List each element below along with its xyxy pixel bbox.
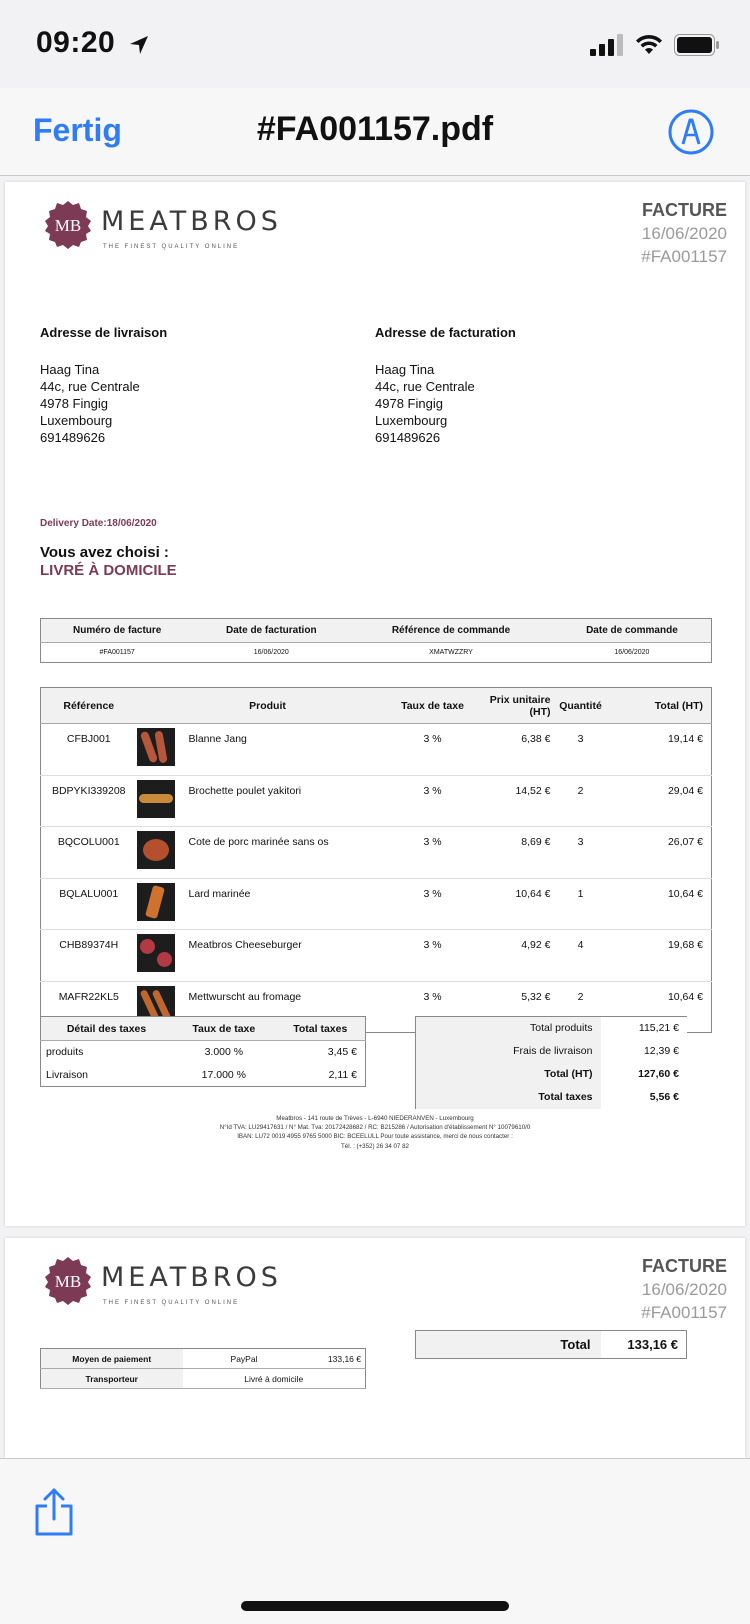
- table-header: Numéro de facture: [41, 619, 194, 643]
- item-ref: BQCOLU001: [41, 827, 137, 879]
- pdf-page-2: [5, 1238, 745, 1458]
- payment-method: PayPal: [183, 1349, 306, 1369]
- home-indicator[interactable]: [241, 1601, 509, 1611]
- table-row: [41, 878, 712, 930]
- summary-value: 115,21 €: [601, 1017, 688, 1040]
- summary-value: 12,39 €: [601, 1040, 688, 1063]
- table-header: Référence de commande: [349, 619, 553, 643]
- product-thumbnail: [137, 831, 175, 869]
- item-product: Blanne Jang: [185, 724, 399, 776]
- billing-address-heading: Adresse de facturation: [375, 325, 516, 340]
- tax-detail-table: [40, 1016, 366, 1087]
- invoice-label: FACTURE: [642, 1256, 727, 1276]
- summary-label: Total (HT): [544, 1068, 593, 1080]
- table-row: [416, 1017, 688, 1040]
- document-title: #FA001157.pdf: [256, 110, 494, 148]
- table-cell: #FA001157: [99, 649, 135, 656]
- tax-name: produits: [46, 1046, 84, 1059]
- item-total: 26,07 €: [607, 827, 712, 879]
- address-line: Haag Tina: [40, 362, 100, 377]
- item-qty: 3: [555, 827, 607, 879]
- address-line: 691489626: [40, 430, 106, 445]
- item-qty: 1: [555, 878, 607, 930]
- item-product: Meatbros Cheeseburger: [185, 930, 399, 982]
- billing-address: [375, 324, 516, 446]
- location-arrow-icon: [128, 34, 150, 56]
- product-thumbnail: [137, 780, 175, 818]
- item-qty: 2: [555, 775, 607, 827]
- item-product: Mettwurscht au fromage: [188, 990, 302, 1003]
- summary-value: 127,60 €: [601, 1063, 688, 1086]
- item-ref: CHB89374H: [41, 930, 137, 982]
- brand-tagline: THE FINEST QUALITY ONLINE: [103, 244, 240, 250]
- table-row: [41, 1041, 366, 1064]
- address-line: 4978 Fingig: [40, 396, 108, 411]
- monogram-seal-icon: [43, 200, 93, 250]
- table-row: [41, 930, 712, 982]
- product-thumbnail: [137, 883, 175, 921]
- item-qty: 4: [555, 930, 607, 982]
- delivery-choice: [40, 544, 177, 580]
- item-tax: 3 %: [423, 990, 442, 1003]
- tax-rate: 3.000 %: [204, 1046, 244, 1059]
- battery-icon: [674, 34, 720, 56]
- item-ref: BQLALU001: [41, 878, 137, 930]
- tax-name: Livraison: [46, 1068, 89, 1081]
- cellular-signal-icon: [590, 34, 624, 56]
- table-row: [41, 724, 712, 776]
- item-total: 10,64 €: [607, 878, 712, 930]
- navigation-bar: [0, 88, 750, 176]
- table-header: Taux de taxe: [399, 688, 467, 724]
- item-tax: 3 %: [399, 878, 467, 930]
- table-row: [41, 775, 712, 827]
- item-total: 29,04 €: [607, 775, 712, 827]
- choice-label: Vous avez choisi :: [40, 544, 169, 561]
- tax-total: 2,11 €: [328, 1068, 357, 1081]
- item-price: 6,38 €: [467, 724, 555, 776]
- address-line: 4978 Fingig: [375, 396, 443, 411]
- grand-total-table: [415, 1330, 687, 1359]
- tax-total: 3,45 €: [327, 1046, 357, 1059]
- item-tax: 3 %: [399, 930, 467, 982]
- address-line: 44c, rue Centrale: [375, 379, 475, 394]
- address-line: 44c, rue Centrale: [40, 379, 140, 394]
- invoice-date: 16/06/2020: [641, 224, 727, 243]
- footer-line: N°Id TVA: LU29417631 / N° Mat. Tva: 20172428682 / RC: B215286 / Autorisation d'établissement N° 10079610/0: [219, 1124, 531, 1132]
- item-total: 19,68 €: [607, 930, 712, 982]
- invoice-header: [641, 1256, 727, 1323]
- status-bar: [0, 0, 750, 88]
- address-line: 691489626: [375, 430, 441, 445]
- payment-table: [40, 1348, 366, 1389]
- shipping-address-heading: Adresse de livraison: [40, 325, 168, 340]
- table-header: Total (HT): [607, 688, 712, 724]
- invoice-number: #FA001157: [641, 247, 727, 266]
- payment-amount: 133,16 €: [306, 1349, 366, 1369]
- brand-tagline: THE FINEST QUALITY ONLINE: [103, 1300, 240, 1306]
- delivery-date: Delivery Date:18/06/2020: [40, 518, 157, 529]
- brand-name: MEATBROS: [101, 1262, 282, 1293]
- item-price: 10,64 €: [467, 878, 555, 930]
- summary-label: Total produits: [530, 1022, 593, 1035]
- table-row: [41, 827, 712, 879]
- table-header: Date de facturation: [193, 619, 349, 643]
- product-thumbnail: [137, 934, 175, 972]
- brand-logo: [43, 200, 282, 256]
- invoice-number: #FA001157: [641, 1303, 727, 1322]
- item-total: 10,64 €: [667, 990, 703, 1003]
- summary-table: [415, 1016, 687, 1109]
- item-tax: 3 %: [399, 724, 467, 776]
- item-product: Lard marinée: [185, 878, 399, 930]
- invoice-header: [641, 200, 727, 267]
- table-cell: 16/06/2020: [614, 649, 650, 656]
- item-tax: 3 %: [399, 827, 467, 879]
- table-cell: XMATWZZRY: [429, 649, 473, 656]
- footer-line: IBAN: LU72 0019 4955 9765 5000 BIC: BCEELULL Pour toute assistance, merci de nous contacter :: [237, 1133, 513, 1141]
- summary-label: Frais de livraison: [513, 1045, 593, 1057]
- table-row: [41, 1369, 366, 1389]
- tax-rate: 17.000 %: [201, 1068, 247, 1081]
- item-tax: 3 %: [399, 775, 467, 827]
- items-table: [40, 687, 712, 1033]
- brand-name: MEATBROS: [101, 206, 282, 237]
- table-cell: 16/06/2020: [253, 649, 289, 656]
- address-line: Luxembourg: [375, 413, 448, 428]
- address-line: Haag Tina: [375, 362, 435, 377]
- item-qty: 2: [577, 990, 584, 1003]
- payment-label: Moyen de paiement: [41, 1349, 183, 1369]
- table-row: [41, 1349, 366, 1369]
- address-line: Luxembourg: [40, 413, 113, 428]
- company-footer: [5, 1114, 745, 1151]
- done-button[interactable]: Fertig: [33, 112, 122, 148]
- footer-line: Meatbros - 141 route de Trèves - L-6940 NIEDERANVEN - Luxembourg: [276, 1115, 474, 1122]
- item-product: Brochette poulet yakitori: [185, 775, 399, 827]
- carrier-value: Livré à domicile: [183, 1369, 366, 1389]
- status-time: 09:20: [36, 26, 116, 59]
- table-header: Quantité: [555, 688, 607, 724]
- table-row: [41, 1064, 366, 1087]
- share-icon[interactable]: [34, 1487, 74, 1537]
- monogram-seal-icon: [43, 1256, 93, 1306]
- item-product: Cote de porc marinée sans os: [185, 827, 399, 879]
- total-label: Total: [560, 1337, 591, 1352]
- item-total: 19,14 €: [607, 724, 712, 776]
- invoice-date: 16/06/2020: [641, 1280, 727, 1299]
- item-qty: 3: [555, 724, 607, 776]
- table-header: Total taxes: [276, 1017, 366, 1041]
- invoice-info-table: [40, 618, 712, 663]
- item-ref: MAFR22KL5: [58, 990, 119, 1003]
- table-header: Détail des taxes: [41, 1017, 173, 1041]
- footer-line: Tél. : (+352) 26 34 07 82: [341, 1142, 409, 1150]
- table-header: Taux de taxe: [172, 1017, 276, 1041]
- table-header: Référence: [41, 688, 137, 724]
- carrier-label: Transporteur: [41, 1369, 183, 1389]
- table-header: Date de commande: [553, 619, 712, 643]
- bottom-toolbar: [0, 1458, 750, 1624]
- table-row: [416, 1063, 688, 1086]
- monogram-text: MB: [54, 216, 82, 235]
- item-ref: CFBJ001: [41, 724, 137, 776]
- table-row: [416, 1086, 688, 1109]
- total-value: 133,16 €: [601, 1331, 687, 1359]
- table-row: [416, 1040, 688, 1063]
- wifi-icon: [634, 32, 664, 56]
- item-price: 14,52 €: [467, 775, 555, 827]
- item-price: 5,32 €: [521, 990, 551, 1003]
- summary-label: Total taxes: [538, 1091, 593, 1103]
- choice-mode: LIVRÉ À DOMICILE: [40, 562, 177, 579]
- table-header: Prix unitaire (HT): [467, 688, 555, 724]
- brand-logo: [43, 1256, 282, 1312]
- item-price: 8,69 €: [467, 827, 555, 879]
- invoice-label: FACTURE: [642, 200, 727, 220]
- item-ref: BDPYKI339208: [41, 775, 137, 827]
- table-header: Produit: [137, 688, 399, 724]
- shipping-address: [40, 324, 167, 446]
- pdf-page-1: [5, 182, 745, 1226]
- markup-pen-icon[interactable]: [668, 109, 714, 155]
- item-price: 4,92 €: [467, 930, 555, 982]
- monogram-text: MB: [54, 1272, 82, 1291]
- summary-value: 5,56 €: [601, 1086, 688, 1109]
- product-thumbnail: [137, 728, 175, 766]
